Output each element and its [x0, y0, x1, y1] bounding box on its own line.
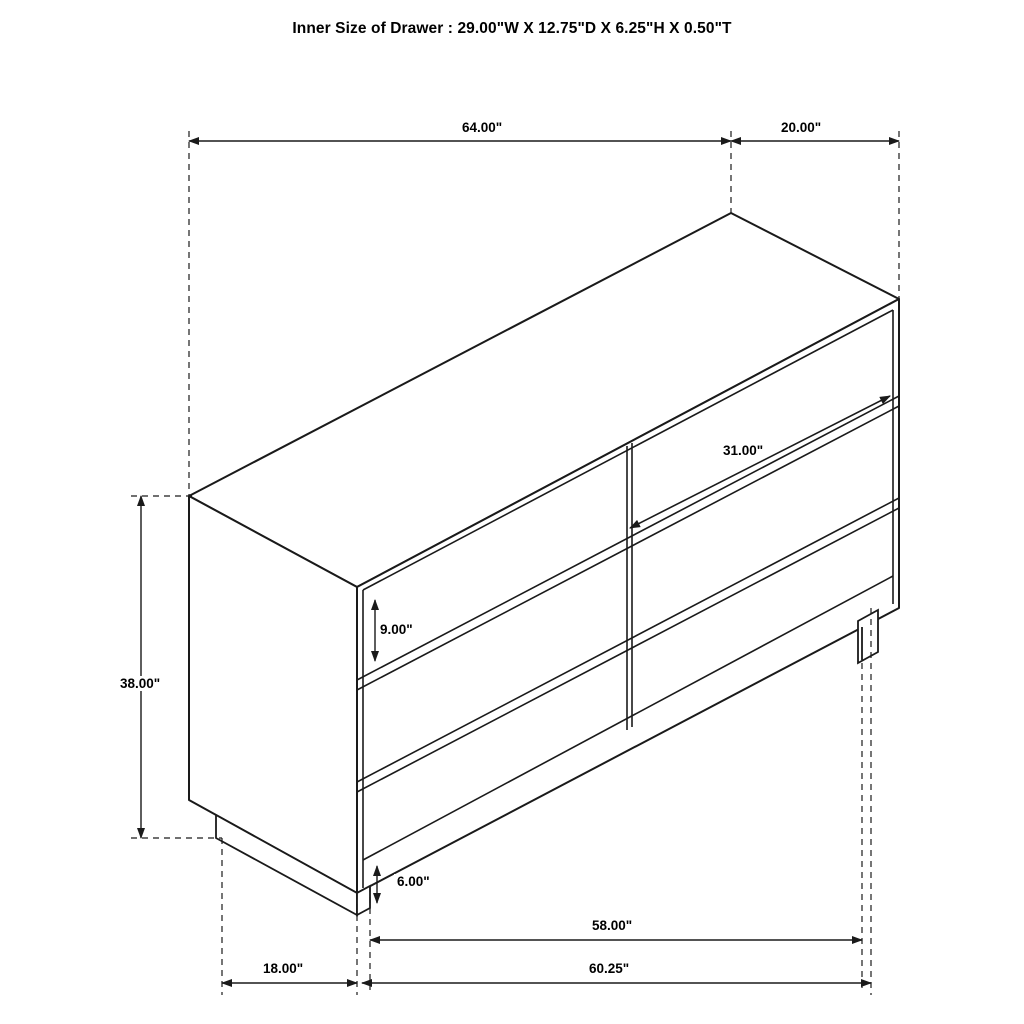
label-case-6025: 60.25" — [586, 961, 632, 976]
label-side-18: 18.00" — [260, 961, 306, 976]
page-title: Inner Size of Drawer : 29.00"W X 12.75"D X 6.25"H X 0.50"T — [292, 20, 732, 37]
label-width-64: 64.00" — [459, 120, 505, 135]
label-base-6: 6.00" — [394, 874, 433, 889]
label-drawer-9: 9.00" — [377, 622, 416, 637]
label-depth-20: 20.00" — [778, 120, 824, 135]
label-height-38: 38.00" — [117, 676, 163, 691]
label-diagonal-31: 31.00" — [720, 443, 766, 458]
label-base-58: 58.00" — [589, 918, 635, 933]
